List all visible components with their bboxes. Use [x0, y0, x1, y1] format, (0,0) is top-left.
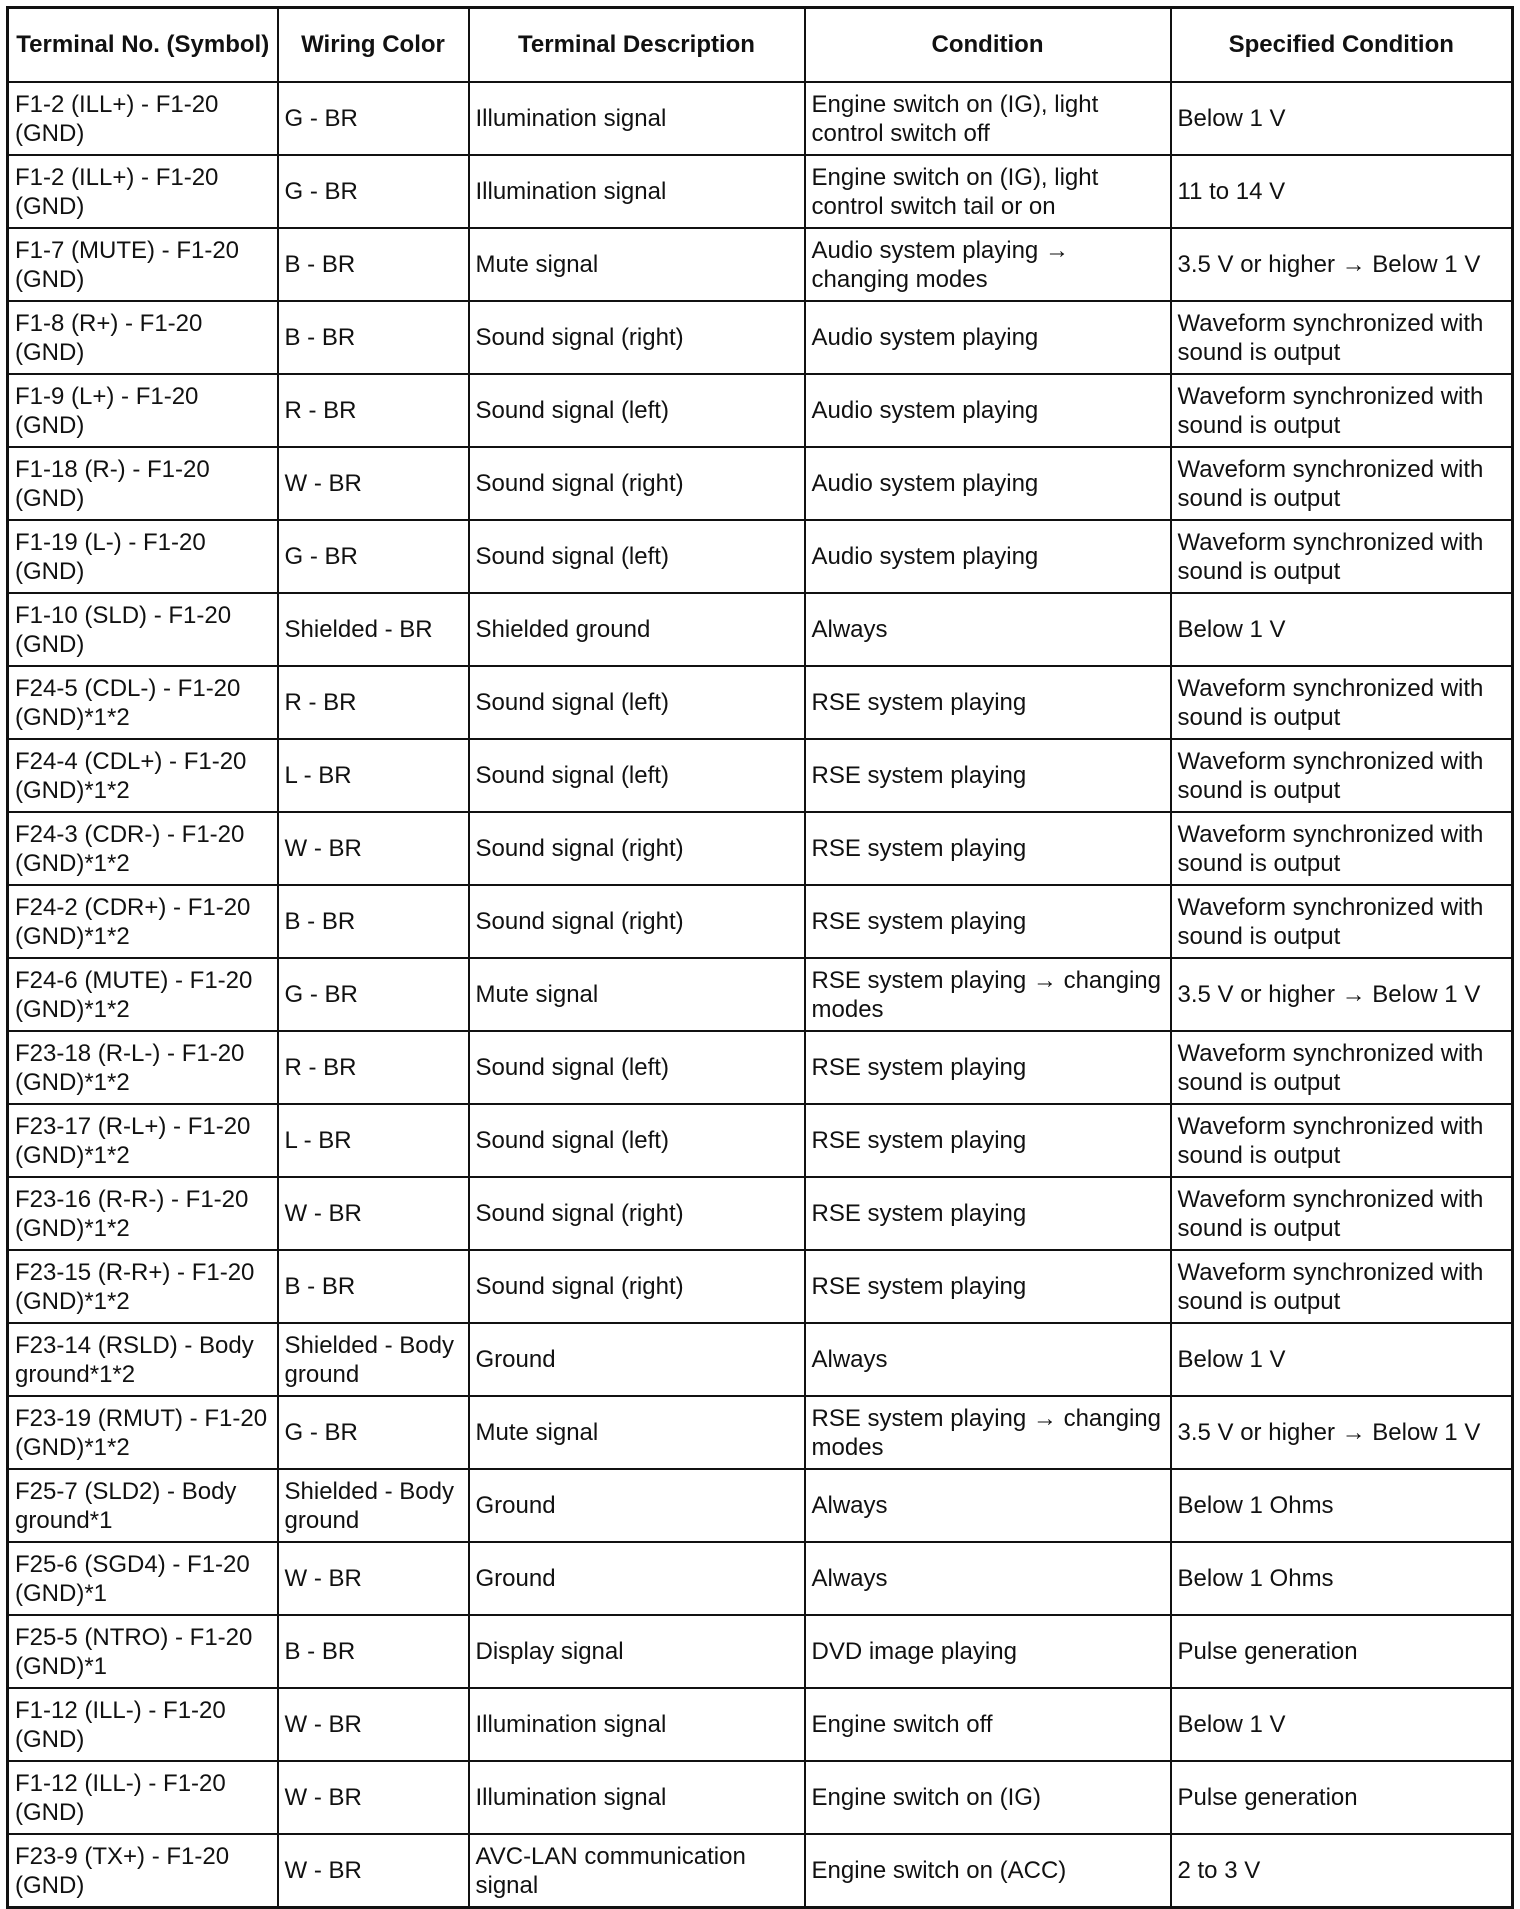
table-row [8, 1761, 1513, 1834]
cell-condition: Always [805, 1323, 1171, 1396]
table-header-row [8, 8, 1513, 83]
cell-terminal-no: F25-5 (NTRO) - F1-20 (GND)*1 [8, 1615, 278, 1688]
cell-terminal-description: Illumination signal [469, 82, 805, 155]
cell-terminal-description: Sound signal (right) [469, 885, 805, 958]
cell-terminal-description: Ground [469, 1323, 805, 1396]
cell-specified-condition: Below 1 V [1171, 593, 1513, 666]
cell-wiring-color: G - BR [278, 520, 469, 593]
cell-condition: Always [805, 1542, 1171, 1615]
cell-terminal-description: Illumination signal [469, 1761, 805, 1834]
header-condition: Condition [805, 8, 1171, 83]
cell-terminal-description: Sound signal (left) [469, 739, 805, 812]
cell-wiring-color: Shielded - Body ground [278, 1469, 469, 1542]
table-row [8, 1323, 1513, 1396]
cell-terminal-no: F23-18 (R-L-) - F1-20 (GND)*1*2 [8, 1031, 278, 1104]
cell-terminal-no: F23-19 (RMUT) - F1-20 (GND)*1*2 [8, 1396, 278, 1469]
cell-specified-condition: Below 1 Ohms [1171, 1469, 1513, 1542]
cell-terminal-no: F25-6 (SGD4) - F1-20 (GND)*1 [8, 1542, 278, 1615]
cell-wiring-color: R - BR [278, 374, 469, 447]
cell-terminal-description: Ground [469, 1469, 805, 1542]
cell-wiring-color: B - BR [278, 301, 469, 374]
cell-condition: Audio system playing [805, 374, 1171, 447]
header-wiring-color: Wiring Color [278, 8, 469, 83]
cell-terminal-no: F23-17 (R-L+) - F1-20 (GND)*1*2 [8, 1104, 278, 1177]
cell-specified-condition: Waveform synchronized with sound is output [1171, 812, 1513, 885]
cell-specified-condition: Below 1 Ohms [1171, 1542, 1513, 1615]
cell-specified-condition: Waveform synchronized with sound is output [1171, 739, 1513, 812]
cell-terminal-description: Sound signal (right) [469, 301, 805, 374]
cell-specified-condition: Pulse generation [1171, 1761, 1513, 1834]
table-row [8, 885, 1513, 958]
cell-terminal-no: F1-7 (MUTE) - F1-20 (GND) [8, 228, 278, 301]
cell-terminal-no: F23-15 (R-R+) - F1-20 (GND)*1*2 [8, 1250, 278, 1323]
table-row [8, 1396, 1513, 1469]
table-row [8, 812, 1513, 885]
cell-wiring-color: B - BR [278, 1615, 469, 1688]
cell-terminal-description: Sound signal (left) [469, 1104, 805, 1177]
cell-terminal-no: F1-10 (SLD) - F1-20 (GND) [8, 593, 278, 666]
cell-condition: RSE system playing [805, 1031, 1171, 1104]
cell-specified-condition: Below 1 V [1171, 1688, 1513, 1761]
cell-condition: Audio system playing [805, 301, 1171, 374]
cell-terminal-description: Sound signal (left) [469, 666, 805, 739]
cell-terminal-no: F24-5 (CDL-) - F1-20 (GND)*1*2 [8, 666, 278, 739]
terminal-spec-table [6, 6, 1514, 1909]
cell-wiring-color: G - BR [278, 155, 469, 228]
cell-specified-condition: 2 to 3 V [1171, 1834, 1513, 1908]
cell-specified-condition: Waveform synchronized with sound is output [1171, 520, 1513, 593]
cell-terminal-no: F1-9 (L+) - F1-20 (GND) [8, 374, 278, 447]
table-row [8, 374, 1513, 447]
cell-terminal-description: AVC-LAN communication signal [469, 1834, 805, 1908]
table-row [8, 155, 1513, 228]
table-row [8, 1688, 1513, 1761]
cell-terminal-description: Mute signal [469, 958, 805, 1031]
cell-specified-condition: 3.5 V or higher → Below 1 V [1171, 958, 1513, 1031]
cell-terminal-description: Illumination signal [469, 1688, 805, 1761]
cell-terminal-no: F1-12 (ILL-) - F1-20 (GND) [8, 1761, 278, 1834]
cell-terminal-no: F25-7 (SLD2) - Body ground*1 [8, 1469, 278, 1542]
cell-specified-condition: 3.5 V or higher → Below 1 V [1171, 1396, 1513, 1469]
cell-terminal-description: Display signal [469, 1615, 805, 1688]
cell-wiring-color: B - BR [278, 1250, 469, 1323]
cell-condition: Audio system playing → changing modes [805, 228, 1171, 301]
table-row [8, 1834, 1513, 1908]
cell-wiring-color: R - BR [278, 666, 469, 739]
cell-specified-condition: Waveform synchronized with sound is output [1171, 374, 1513, 447]
cell-wiring-color: Shielded - Body ground [278, 1323, 469, 1396]
cell-specified-condition: Waveform synchronized with sound is output [1171, 1250, 1513, 1323]
cell-specified-condition: Below 1 V [1171, 1323, 1513, 1396]
header-specified-condition: Specified Condition [1171, 8, 1513, 83]
table-row [8, 1177, 1513, 1250]
cell-terminal-no: F1-18 (R-) - F1-20 (GND) [8, 447, 278, 520]
cell-terminal-description: Sound signal (left) [469, 374, 805, 447]
cell-terminal-description: Sound signal (right) [469, 1177, 805, 1250]
cell-terminal-no: F23-16 (R-R-) - F1-20 (GND)*1*2 [8, 1177, 278, 1250]
cell-condition: Engine switch on (IG), light control switch off [805, 82, 1171, 155]
cell-specified-condition: Waveform synchronized with sound is output [1171, 666, 1513, 739]
cell-specified-condition: Waveform synchronized with sound is output [1171, 1031, 1513, 1104]
cell-wiring-color: R - BR [278, 1031, 469, 1104]
cell-condition: RSE system playing [805, 739, 1171, 812]
cell-terminal-description: Ground [469, 1542, 805, 1615]
cell-condition: Engine switch on (ACC) [805, 1834, 1171, 1908]
cell-wiring-color: B - BR [278, 885, 469, 958]
cell-condition: RSE system playing [805, 1250, 1171, 1323]
cell-specified-condition: Waveform synchronized with sound is output [1171, 1104, 1513, 1177]
cell-condition: Engine switch off [805, 1688, 1171, 1761]
table-row [8, 1031, 1513, 1104]
cell-wiring-color: W - BR [278, 1542, 469, 1615]
cell-terminal-no: F1-8 (R+) - F1-20 (GND) [8, 301, 278, 374]
table-row [8, 1542, 1513, 1615]
cell-wiring-color: W - BR [278, 1177, 469, 1250]
cell-condition: Always [805, 593, 1171, 666]
cell-wiring-color: L - BR [278, 739, 469, 812]
table-row [8, 739, 1513, 812]
cell-wiring-color: L - BR [278, 1104, 469, 1177]
cell-terminal-no: F23-14 (RSLD) - Body ground*1*2 [8, 1323, 278, 1396]
cell-wiring-color: G - BR [278, 82, 469, 155]
table-body [8, 82, 1513, 1908]
table-row [8, 520, 1513, 593]
cell-condition: RSE system playing [805, 885, 1171, 958]
cell-wiring-color: W - BR [278, 1688, 469, 1761]
cell-terminal-description: Mute signal [469, 228, 805, 301]
cell-wiring-color: Shielded - BR [278, 593, 469, 666]
cell-terminal-no: F1-12 (ILL-) - F1-20 (GND) [8, 1688, 278, 1761]
table-row [8, 593, 1513, 666]
table-row [8, 1615, 1513, 1688]
cell-condition: Engine switch on (IG), light control switch tail or on [805, 155, 1171, 228]
cell-terminal-no: F23-9 (TX+) - F1-20 (GND) [8, 1834, 278, 1908]
cell-terminal-no: F24-3 (CDR-) - F1-20 (GND)*1*2 [8, 812, 278, 885]
cell-specified-condition: 11 to 14 V [1171, 155, 1513, 228]
table-row [8, 1469, 1513, 1542]
cell-specified-condition: Waveform synchronized with sound is output [1171, 885, 1513, 958]
cell-specified-condition: Waveform synchronized with sound is output [1171, 447, 1513, 520]
cell-condition: RSE system playing → changing modes [805, 958, 1171, 1031]
cell-condition: Audio system playing [805, 447, 1171, 520]
cell-condition: DVD image playing [805, 1615, 1171, 1688]
cell-condition: RSE system playing [805, 812, 1171, 885]
table-row [8, 1104, 1513, 1177]
cell-condition: RSE system playing [805, 1104, 1171, 1177]
header-terminal-no: Terminal No. (Symbol) [8, 8, 278, 83]
cell-terminal-description: Illumination signal [469, 155, 805, 228]
cell-terminal-description: Sound signal (right) [469, 1250, 805, 1323]
cell-terminal-description: Sound signal (right) [469, 812, 805, 885]
cell-specified-condition: Waveform synchronized with sound is output [1171, 301, 1513, 374]
table-row [8, 82, 1513, 155]
cell-terminal-no: F24-4 (CDL+) - F1-20 (GND)*1*2 [8, 739, 278, 812]
cell-specified-condition: 3.5 V or higher → Below 1 V [1171, 228, 1513, 301]
cell-wiring-color: G - BR [278, 1396, 469, 1469]
cell-wiring-color: W - BR [278, 1761, 469, 1834]
table-row [8, 228, 1513, 301]
table-row [8, 301, 1513, 374]
cell-wiring-color: W - BR [278, 447, 469, 520]
cell-terminal-no: F1-2 (ILL+) - F1-20 (GND) [8, 82, 278, 155]
cell-terminal-description: Sound signal (right) [469, 447, 805, 520]
cell-condition: RSE system playing [805, 1177, 1171, 1250]
cell-wiring-color: B - BR [278, 228, 469, 301]
cell-condition: Audio system playing [805, 520, 1171, 593]
table-row [8, 1250, 1513, 1323]
cell-condition: RSE system playing → changing modes [805, 1396, 1171, 1469]
cell-specified-condition: Waveform synchronized with sound is output [1171, 1177, 1513, 1250]
cell-terminal-description: Mute signal [469, 1396, 805, 1469]
cell-condition: Engine switch on (IG) [805, 1761, 1171, 1834]
cell-wiring-color: W - BR [278, 812, 469, 885]
cell-wiring-color: G - BR [278, 958, 469, 1031]
cell-specified-condition: Pulse generation [1171, 1615, 1513, 1688]
cell-terminal-description: Shielded ground [469, 593, 805, 666]
cell-terminal-no: F24-6 (MUTE) - F1-20 (GND)*1*2 [8, 958, 278, 1031]
cell-terminal-description: Sound signal (left) [469, 1031, 805, 1104]
table-row [8, 666, 1513, 739]
cell-specified-condition: Below 1 V [1171, 82, 1513, 155]
table-row [8, 447, 1513, 520]
cell-condition: RSE system playing [805, 666, 1171, 739]
cell-terminal-no: F24-2 (CDR+) - F1-20 (GND)*1*2 [8, 885, 278, 958]
cell-terminal-no: F1-2 (ILL+) - F1-20 (GND) [8, 155, 278, 228]
cell-condition: Always [805, 1469, 1171, 1542]
table-row [8, 958, 1513, 1031]
cell-terminal-no: F1-19 (L-) - F1-20 (GND) [8, 520, 278, 593]
cell-terminal-description: Sound signal (left) [469, 520, 805, 593]
cell-wiring-color: W - BR [278, 1834, 469, 1908]
header-terminal-description: Terminal Description [469, 8, 805, 83]
